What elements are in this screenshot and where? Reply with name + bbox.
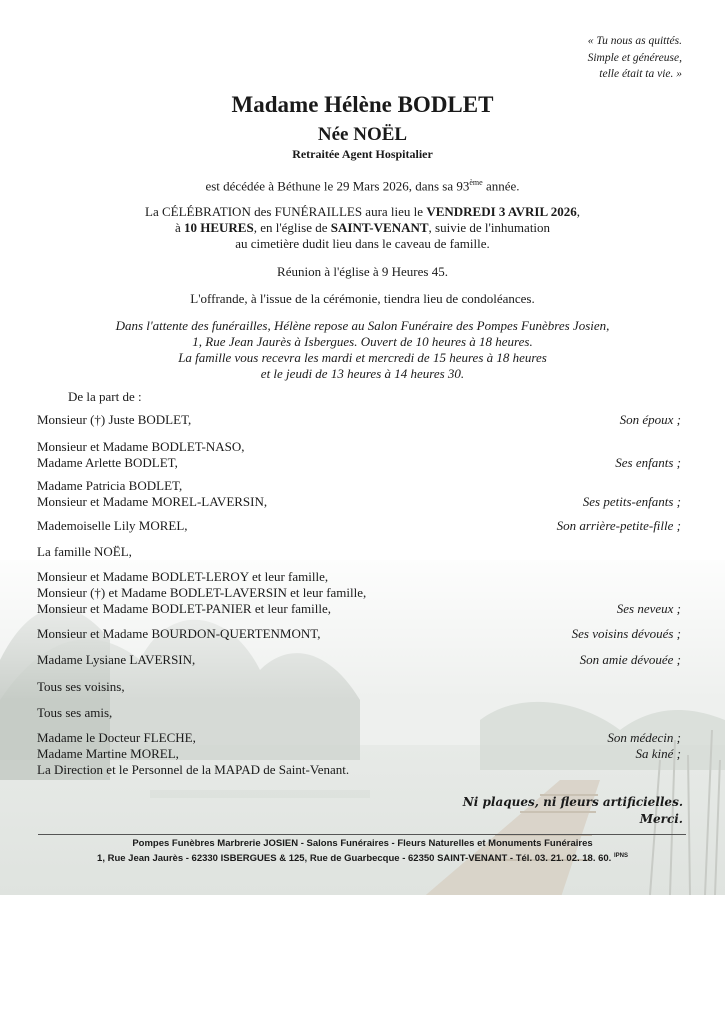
celebration-line-1 [0, 204, 725, 220]
family-mapad: La Direction et le Personnel de la MAPAD de Saint-Venant. [37, 762, 350, 777]
deceased-name: Madame Hélène BODLET [231, 92, 494, 117]
closing-no-flowers: Ni plaques, ni fleurs artificielles. [462, 795, 683, 809]
reunion-notice: Réunion à l'église à 9 Heures 45. [277, 264, 448, 279]
quote-line-3: telle était ta vie. » [599, 68, 682, 80]
footer-address-line [0, 853, 725, 864]
family-enfants-1: Monsieur et Madame BODLET-NASO, [37, 439, 245, 454]
celebration-comma: , [576, 204, 580, 219]
footer-company-line: Pompes Funèbres Marbrerie JOSIEN - Salons Funéraires - Fleurs Naturelles et Monuments Funéraires [132, 838, 593, 849]
ordinal-suffix: ème [469, 178, 483, 187]
attente-line-4: et le jeudi de 13 heures à 14 heures 30. [260, 366, 465, 381]
de-la-part-heading: De la part de : [68, 389, 142, 404]
footer-divider [38, 834, 686, 835]
quote-line-1: « Tu nous as quittés. [587, 35, 682, 47]
profession: Retraitée Agent Hospitalier [292, 147, 433, 161]
maiden-name: Née NOËL [317, 124, 408, 145]
death-notice-text: est décédée à Béthune le 29 Mars 2026, dans sa 93 [205, 178, 470, 194]
family-petits-role: Ses petits-enfants ; [582, 494, 681, 509]
family-voisins-role: Ses voisins dévoués ; [571, 626, 681, 641]
death-notice [0, 175, 725, 194]
celebration-text: La CÉLÉBRATION des FUNÉRAILLES aura lieu le [145, 204, 427, 219]
celebration-text: , en l'église de [253, 220, 331, 235]
family-kine-name: Madame Martine MOREL, [37, 746, 179, 761]
family-epoux-role: Son époux ; [619, 412, 681, 427]
family-tous-voisins: Tous ses voisins, [37, 679, 125, 694]
attente-line-3: La famille vous recevra les mardi et mercredi de 15 heures à 18 heures [178, 350, 547, 365]
family-tous-amis: Tous ses amis, [37, 705, 113, 720]
family-noel: La famille NOËL, [37, 544, 132, 559]
family-amie-role: Son amie dévouée ; [579, 652, 681, 667]
celebration-text: , suivie de l'inhumation [428, 220, 551, 235]
family-amie-name: Madame Lysiane LAVERSIN, [37, 652, 196, 667]
family-neveux-2: Monsieur (†) et Madame BODLET-LAVERSIN et leur famille, [37, 585, 367, 600]
attente-line-2: 1, Rue Jean Jaurès à Isbergues. Ouvert de 10 heures à 18 heures. [192, 334, 533, 349]
family-neveux-role: Ses neveux ; [616, 601, 681, 616]
family-kine-role: Sa kiné ; [635, 746, 681, 761]
celebration-time: 10 HEURES [183, 220, 254, 235]
footer-ipns-tag: IPNS [613, 853, 628, 859]
closing-merci: Merci. [639, 812, 683, 826]
celebration-line-2 [0, 220, 725, 236]
family-arriere-name: Mademoiselle Lily MOREL, [37, 518, 188, 533]
death-notice-end: année. [482, 178, 520, 194]
family-arriere-role: Son arrière-petite-fille ; [556, 518, 681, 533]
attente-line-1: Dans l'attente des funérailles, Hélène repose au Salon Funéraire des Pompes Funèbres Josien, [115, 318, 610, 333]
family-neveux-3: Monsieur et Madame BODLET-PANIER et leur famille, [37, 601, 332, 616]
celebration-date: VENDREDI 3 AVRIL 2026 [426, 204, 577, 219]
celebration-place: SAINT-VENANT [330, 220, 429, 235]
family-medecin-role: Son médecin ; [607, 730, 681, 745]
footer-address: 1, Rue Jean Jaurès - 62330 ISBERGUES & 125, Rue de Guarbecque - 62350 SAINT-VENANT - Tél. 03. 21. 02. 18. 60. [97, 853, 612, 865]
family-petits-2: Monsieur et Madame MOREL-LAVERSIN, [37, 494, 268, 509]
family-neveux-1: Monsieur et Madame BODLET-LEROY et leur famille, [37, 569, 329, 584]
offrande-notice: L'offrande, à l'issue de la cérémonie, tiendra lieu de condoléances. [190, 291, 535, 306]
family-enfants-2: Madame Arlette BODLET, [37, 455, 178, 470]
family-voisins-name: Monsieur et Madame BOURDON-QUERTENMONT, [37, 626, 321, 641]
family-medecin-name: Madame le Docteur FLECHE, [37, 730, 196, 745]
celebration-text: à [174, 220, 184, 235]
quote-line-2: Simple et généreuse, [587, 52, 682, 64]
celebration-line-3: au cimetière dudit lieu dans le caveau de famille. [235, 236, 490, 251]
family-epoux-name: Monsieur (†) Juste BODLET, [37, 412, 192, 427]
family-enfants-role: Ses enfants ; [615, 455, 681, 470]
family-petits-1: Madame Patricia BODLET, [37, 478, 183, 493]
